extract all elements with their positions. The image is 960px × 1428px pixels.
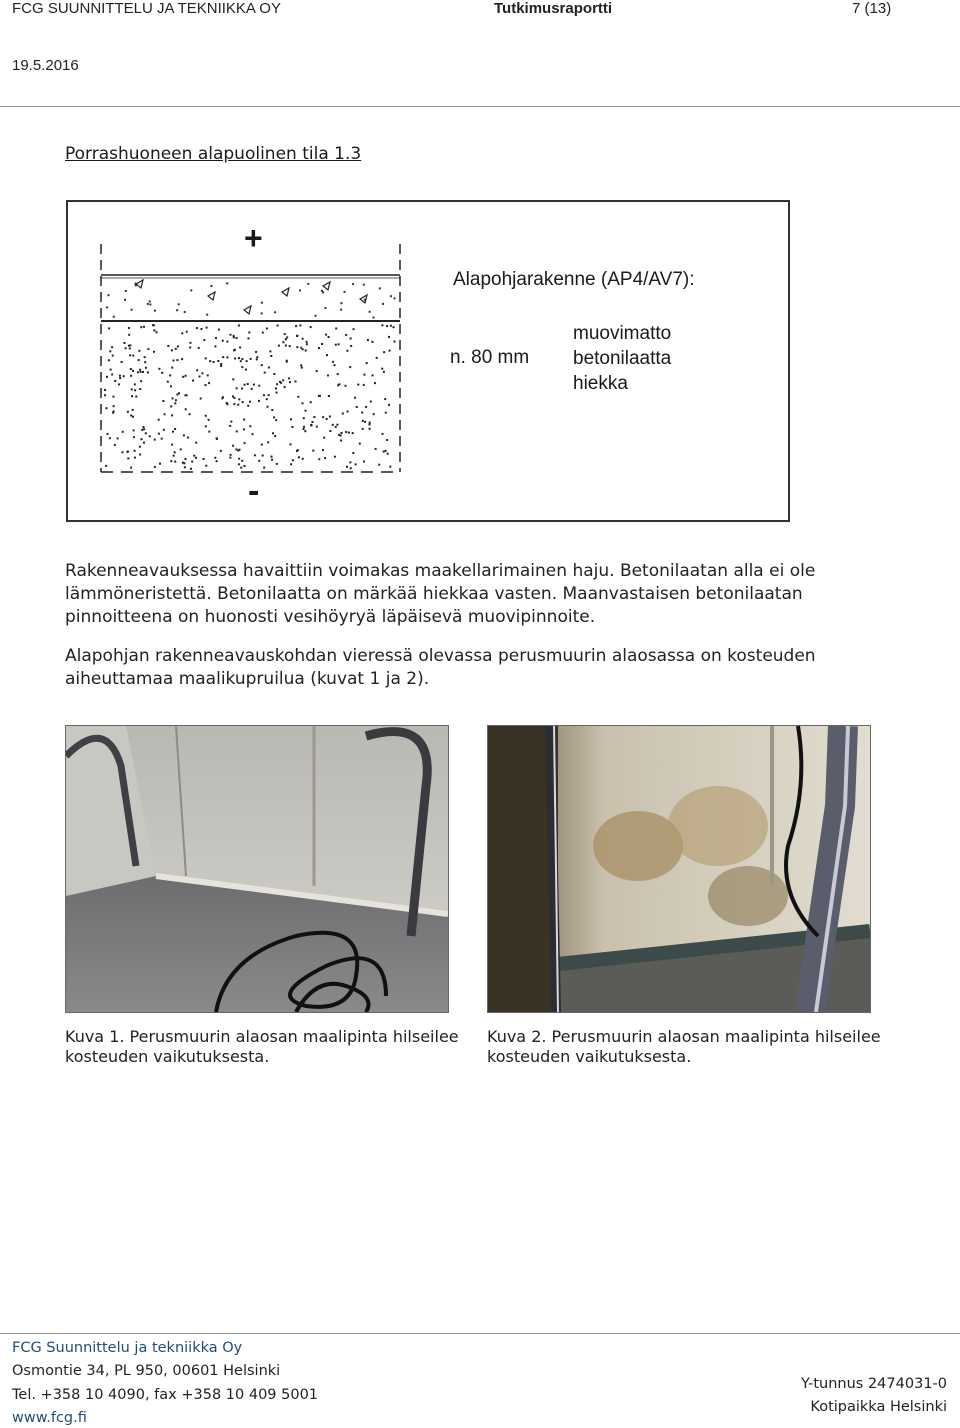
layer-label: muovimatto bbox=[573, 323, 672, 344]
header-company: FCG SUUNNITTELU JA TEKNIIKKA OY bbox=[12, 0, 281, 17]
footer-address: Osmontie 34, PL 950, 00601 Helsinki bbox=[12, 1363, 281, 1379]
section-title: Porrashuoneen alapuolinen tila 1.3 bbox=[65, 144, 362, 164]
slab-thickness: n. 80 mm bbox=[450, 347, 530, 368]
footer-divider bbox=[0, 1333, 960, 1334]
layer-list bbox=[573, 321, 671, 396]
layer-label: betonilaatta bbox=[573, 348, 672, 369]
paragraph: Alapohjan rakenneavauskohdan vieressä olevassa perusmuurin alaosassa on kosteuden aiheuttamaa maalikupruilua (kuvat 1 ja 2). bbox=[65, 646, 816, 689]
header-doc-type: Tutkimusraportti bbox=[494, 0, 613, 17]
floor-section-drawing bbox=[68, 202, 788, 520]
cold-side-symbol: - bbox=[248, 472, 260, 510]
concrete-aggregate bbox=[136, 280, 367, 314]
photo-2 bbox=[487, 725, 871, 1013]
header-divider bbox=[0, 106, 960, 107]
photo-1 bbox=[65, 725, 449, 1013]
structure-figure bbox=[66, 200, 790, 522]
photo-1-caption: Kuva 1. Perusmuurin alaosan maalipinta hilseilee kosteuden vaikutuksesta. bbox=[65, 1027, 459, 1066]
header-date: 19.5.2016 bbox=[12, 57, 79, 74]
footer-business-id: Y-tunnus 2474031-0 bbox=[800, 1376, 947, 1392]
photo-1-image bbox=[66, 726, 448, 1012]
header-page-number: 7 (13) bbox=[852, 0, 892, 17]
photo-2-caption: Kuva 2. Perusmuurin alaosan maalipinta hilseilee kosteuden vaikutuksesta. bbox=[487, 1027, 881, 1066]
photo-2-image bbox=[488, 726, 870, 1012]
structure-title: Alapohjarakenne (AP4/AV7): bbox=[453, 269, 695, 290]
layer-label: hiekka bbox=[573, 373, 628, 394]
footer-company: FCG Suunnittelu ja tekniikka Oy bbox=[12, 1340, 243, 1356]
paragraph: Rakenneavauksessa havaittiin voimakas maakellarimainen haju. Betonilaatan alla ei ole lämmöneristettä. Betonilaatta on märkää hiekkaa vasten. Maanvastaisen betonilaatan pinnoitteena on huonosti vesihöyryä läpäisevä muovipinnoite. bbox=[65, 561, 816, 627]
footer-phone: Tel. +358 10 4090, fax +358 10 409 5001 bbox=[12, 1387, 319, 1403]
footer-website-link[interactable]: www.fcg.fi bbox=[12, 1410, 87, 1426]
warm-side-symbol: + bbox=[244, 220, 263, 256]
footer-domicile: Kotipaikka Helsinki bbox=[810, 1399, 947, 1415]
